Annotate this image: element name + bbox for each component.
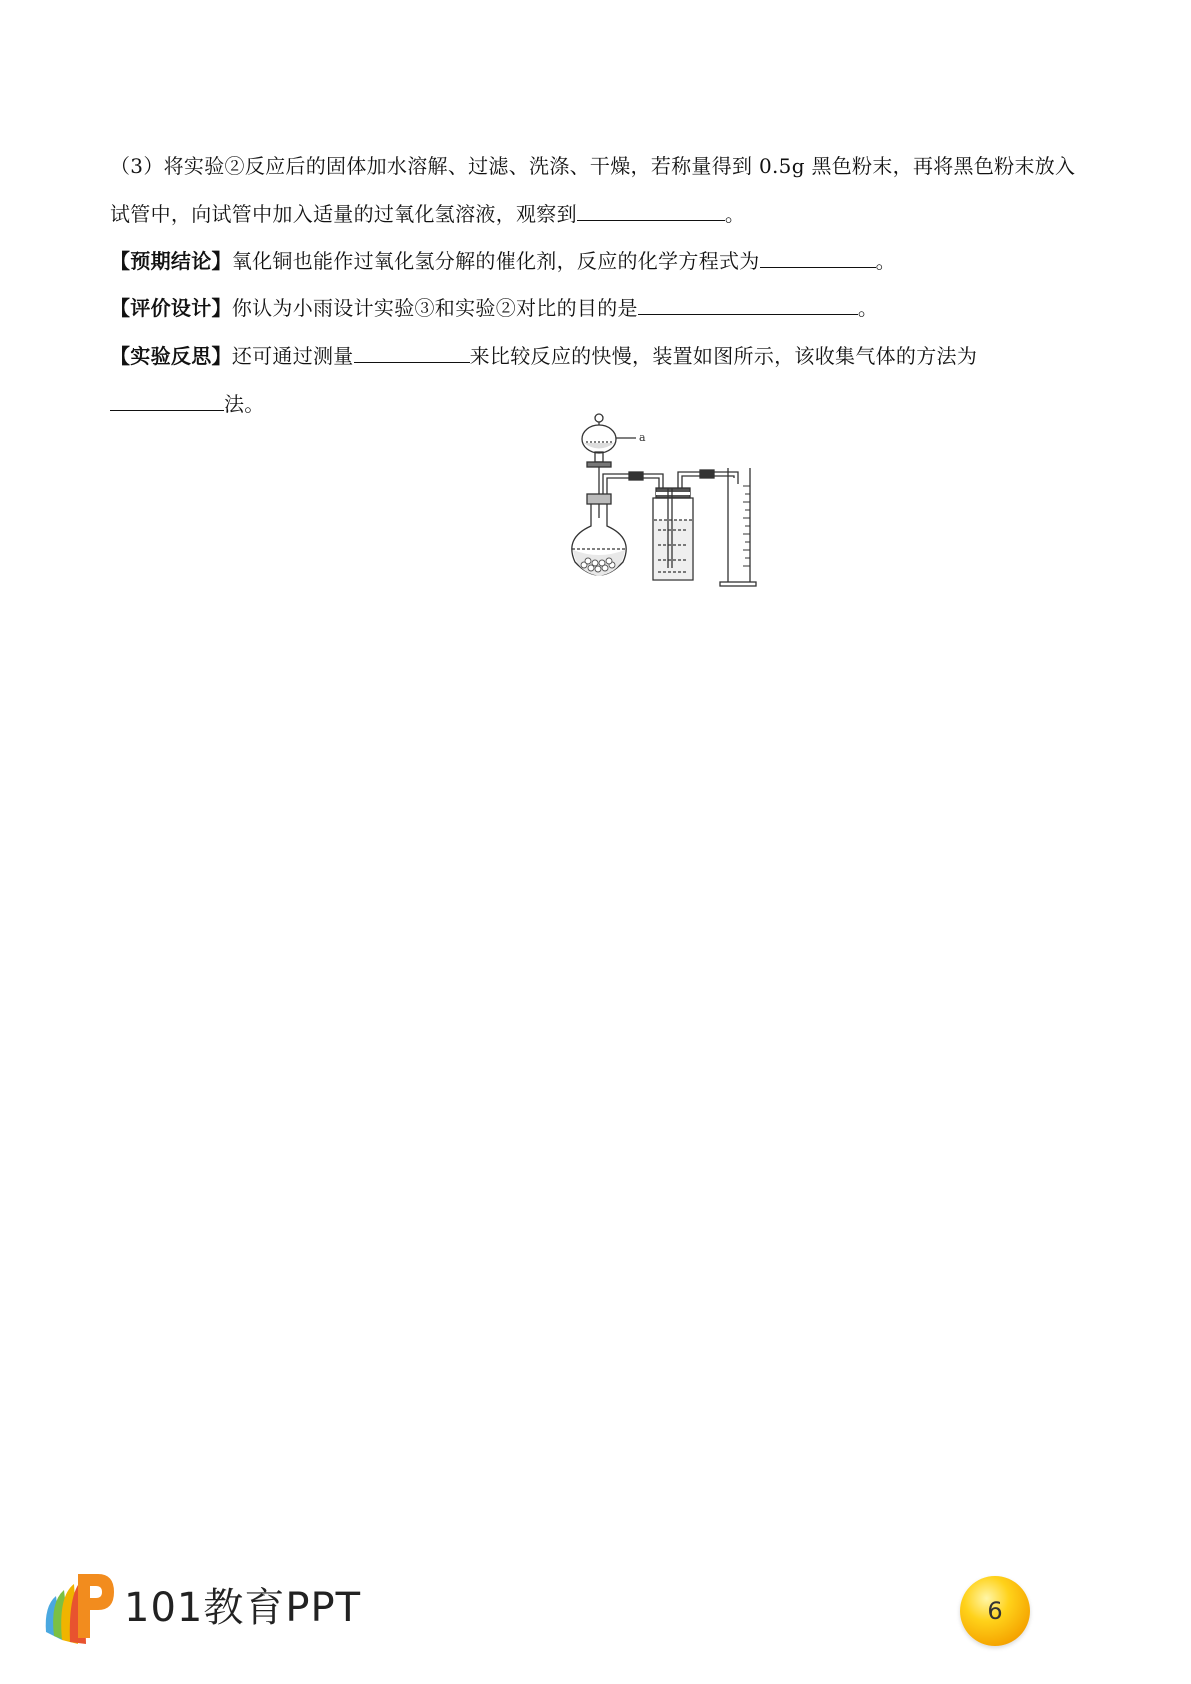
period: 。 (724, 202, 746, 226)
observation-blank[interactable] (577, 200, 725, 221)
page-number: 6 (987, 1597, 1003, 1625)
brand-name: 101教育PPT (124, 1585, 362, 1631)
reflection-text-b: 来比较反应的快慢，装置如图所示，该收集气体的方法为 (469, 344, 978, 368)
graduated-cylinder (720, 468, 756, 586)
equation-blank[interactable] (760, 247, 876, 268)
evaluation-text: 你认为小雨设计实验③和实验②对比的目的是 (231, 296, 638, 320)
purpose-blank[interactable] (638, 294, 858, 315)
measure-blank[interactable] (354, 342, 470, 363)
part3-line2 (110, 200, 745, 228)
delivery-tube-1 (603, 472, 663, 494)
period: 。 (875, 249, 896, 273)
conclusion-tag: 【预期结论】 (110, 249, 232, 273)
conclusion-text: 氧化铜也能作过氧化氢分解的催化剂，反应的化学方程式为 (231, 249, 760, 273)
method-suffix: 法。 (224, 392, 265, 416)
reflection-line (110, 342, 977, 370)
reflection-tag: 【实验反思】 (110, 344, 232, 368)
method-line (110, 390, 265, 418)
conclusion-line (110, 247, 896, 275)
evaluation-line (110, 294, 878, 322)
page-number-badge (960, 1576, 1030, 1646)
period: 。 (857, 296, 879, 320)
gas-collecting-bottle (653, 470, 738, 580)
evaluation-tag: 【评价设计】 (110, 296, 232, 320)
label-a: a (639, 431, 646, 444)
part3-line1 (110, 152, 1075, 180)
gas-collection-apparatus-figure (570, 410, 790, 590)
brand-logo-icon (40, 1566, 116, 1646)
method-blank[interactable] (110, 390, 224, 411)
part3-text1: （3）将实验②反应后的固体加水溶解、过滤、洗涤、干燥，若称量得到 0.5g 黑色粉末，再将黑色粉末放入 (110, 154, 1076, 178)
reflection-text-a: 还可通过测量 (231, 344, 354, 368)
part3-text2: 试管中，向试管中加入适量的过氧化氢溶液，观察到 (110, 202, 577, 226)
